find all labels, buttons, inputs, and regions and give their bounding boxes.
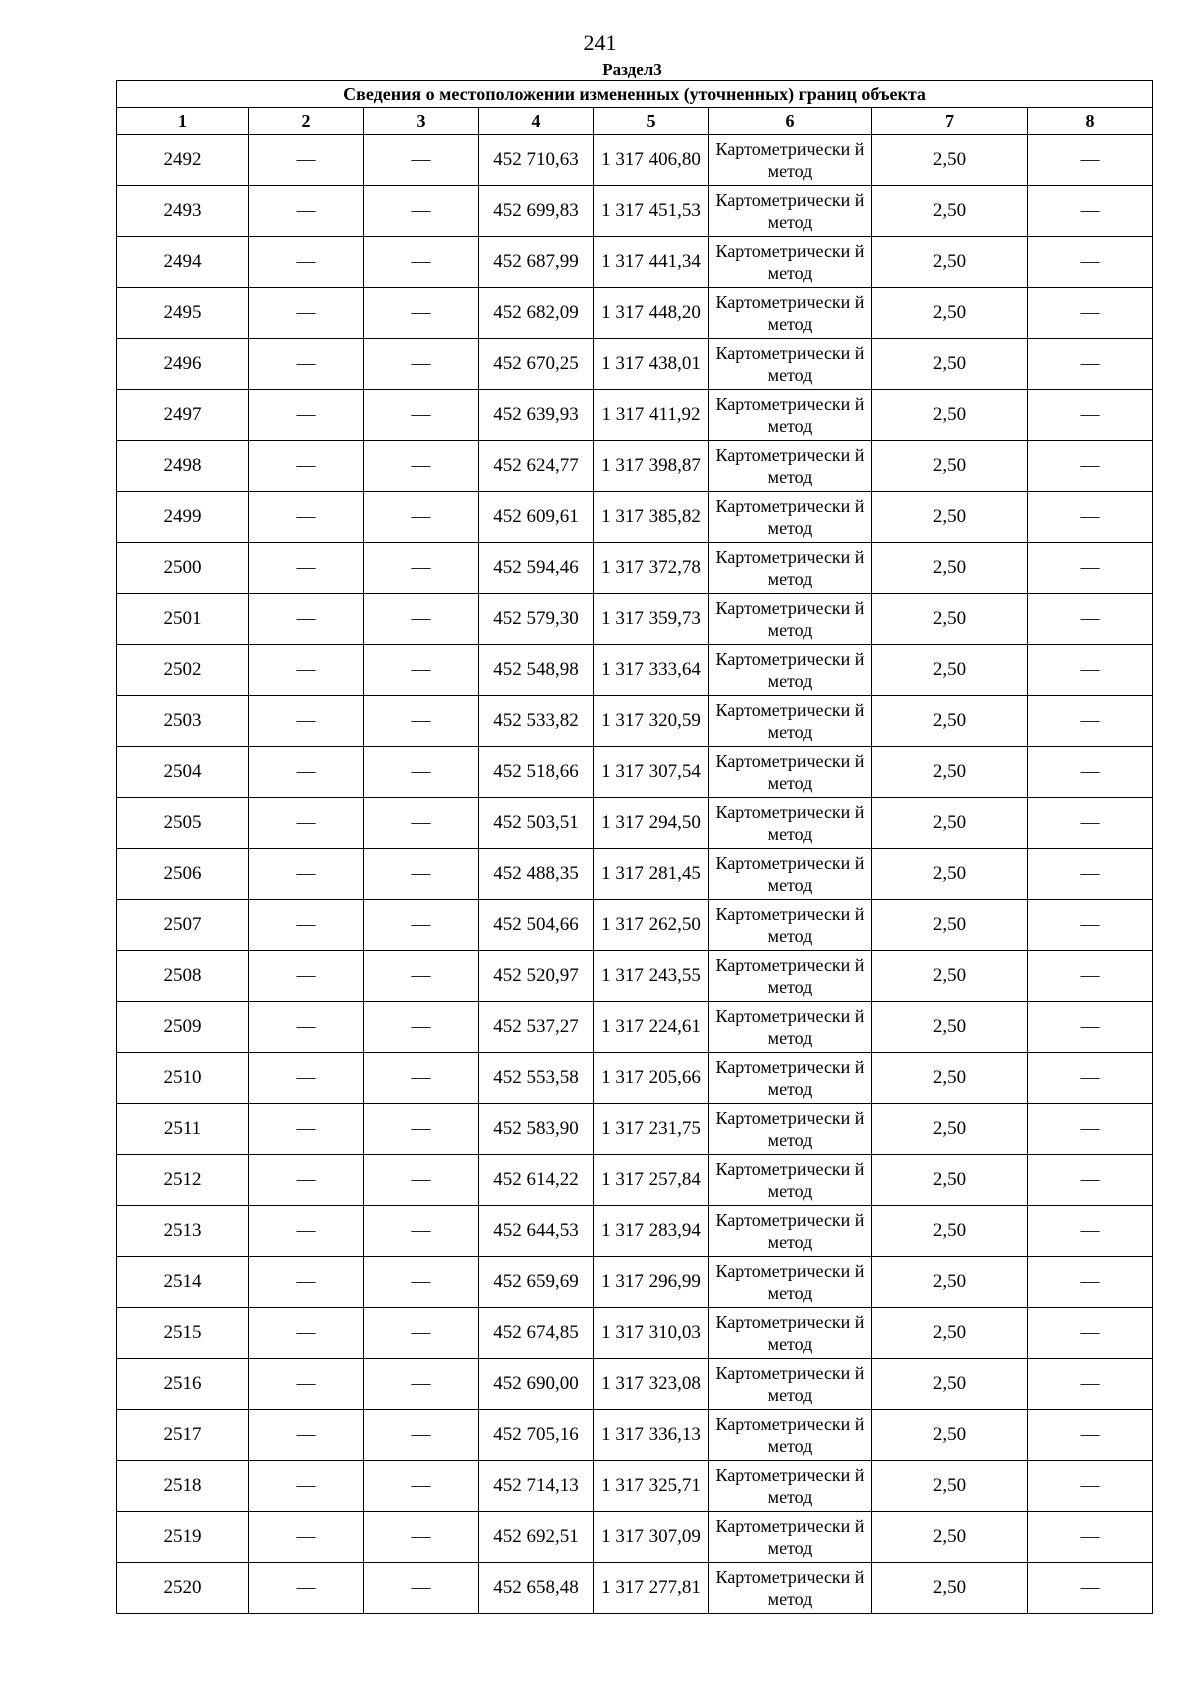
column-header-4: 4 (479, 108, 594, 135)
table-caption: Сведения о местоположении измененных (уточненных) границ объекта (117, 81, 1153, 108)
table-cell-col-5: 1 317 333,64 (594, 645, 709, 696)
table-cell-col-2: — (249, 492, 364, 543)
table-cell-col-1: 2499 (117, 492, 249, 543)
table-cell-col-6: Картометрически й метод (709, 849, 872, 900)
table-cell-col-4: 452 690,00 (479, 1359, 594, 1410)
table-cell-col-7: 2,50 (872, 492, 1028, 543)
table-cell-col-4: 452 520,97 (479, 951, 594, 1002)
table-cell-col-8: — (1028, 135, 1153, 186)
table-cell-col-6: Картометрически й метод (709, 492, 872, 543)
table-cell-col-8: — (1028, 1002, 1153, 1053)
table-cell-col-8: — (1028, 237, 1153, 288)
table-cell-col-6: Картометрически й метод (709, 696, 872, 747)
table-cell-col-5: 1 317 320,59 (594, 696, 709, 747)
table-cell-col-5: 1 317 296,99 (594, 1257, 709, 1308)
table-cell-col-7: 2,50 (872, 441, 1028, 492)
table-cell-col-6: Картометрически й метод (709, 237, 872, 288)
table-cell-col-6: Картометрически й метод (709, 186, 872, 237)
table-cell-col-1: 2494 (117, 237, 249, 288)
table-cell-col-4: 452 579,30 (479, 594, 594, 645)
table-cell-col-1: 2516 (117, 1359, 249, 1410)
table-cell-col-1: 2503 (117, 696, 249, 747)
table-cell-col-3: — (364, 645, 479, 696)
table-cell-col-7: 2,50 (872, 135, 1028, 186)
table-cell-col-4: 452 488,35 (479, 849, 594, 900)
table-cell-col-1: 2519 (117, 1512, 249, 1563)
table-cell-col-5: 1 317 262,50 (594, 900, 709, 951)
table-cell-col-1: 2508 (117, 951, 249, 1002)
table-cell-col-3: — (364, 1206, 479, 1257)
table-cell-col-5: 1 317 323,08 (594, 1359, 709, 1410)
table-cell-col-5: 1 317 411,92 (594, 390, 709, 441)
table-cell-col-5: 1 317 283,94 (594, 1206, 709, 1257)
table-cell-col-5: 1 317 325,71 (594, 1461, 709, 1512)
table-cell-col-6: Картометрически й метод (709, 390, 872, 441)
table-cell-col-2: — (249, 237, 364, 288)
table-cell-col-2: — (249, 1206, 364, 1257)
table-cell-col-2: — (249, 1563, 364, 1614)
table-cell-col-1: 2520 (117, 1563, 249, 1614)
table-cell-col-8: — (1028, 1512, 1153, 1563)
table-cell-col-1: 2498 (117, 441, 249, 492)
table-cell-col-5: 1 317 205,66 (594, 1053, 709, 1104)
table-cell-col-6: Картометрически й метод (709, 1563, 872, 1614)
table-cell-col-2: — (249, 798, 364, 849)
table-cell-col-2: — (249, 441, 364, 492)
table-cell-col-6: Картометрически й метод (709, 798, 872, 849)
table-cell-col-6: Картометрически й метод (709, 747, 872, 798)
table-cell-col-3: — (364, 1410, 479, 1461)
table-cell-col-1: 2500 (117, 543, 249, 594)
table-cell-col-8: — (1028, 186, 1153, 237)
table-cell-col-4: 452 553,58 (479, 1053, 594, 1104)
table-cell-col-8: — (1028, 1206, 1153, 1257)
table-cell-col-8: — (1028, 492, 1153, 543)
boundary-coordinates-table (116, 80, 1153, 1614)
table-cell-col-7: 2,50 (872, 747, 1028, 798)
table-cell-col-1: 2510 (117, 1053, 249, 1104)
table-cell-col-4: 452 639,93 (479, 390, 594, 441)
table-cell-col-8: — (1028, 900, 1153, 951)
table-row (117, 594, 1153, 645)
table-row (117, 186, 1153, 237)
table-cell-col-2: — (249, 1308, 364, 1359)
table-cell-col-7: 2,50 (872, 339, 1028, 390)
table-cell-col-4: 452 609,61 (479, 492, 594, 543)
table-cell-col-4: 452 533,82 (479, 696, 594, 747)
table-cell-col-3: — (364, 1155, 479, 1206)
table-cell-col-7: 2,50 (872, 951, 1028, 1002)
table-cell-col-5: 1 317 398,87 (594, 441, 709, 492)
table-cell-col-2: — (249, 543, 364, 594)
table-row (117, 1053, 1153, 1104)
table-body (117, 135, 1153, 1614)
table-cell-col-2: — (249, 1053, 364, 1104)
table-cell-col-6: Картометрически й метод (709, 594, 872, 645)
column-header-5: 5 (594, 108, 709, 135)
table-cell-col-4: 452 714,13 (479, 1461, 594, 1512)
table-cell-col-6: Картометрически й метод (709, 1308, 872, 1359)
table-cell-col-5: 1 317 231,75 (594, 1104, 709, 1155)
table-cell-col-5: 1 317 307,54 (594, 747, 709, 798)
table-cell-col-4: 452 594,46 (479, 543, 594, 594)
table-row (117, 1512, 1153, 1563)
table-row (117, 339, 1153, 390)
table-row (117, 237, 1153, 288)
table-cell-col-6: Картометрически й метод (709, 951, 872, 1002)
table-cell-col-7: 2,50 (872, 1461, 1028, 1512)
table-cell-col-3: — (364, 1461, 479, 1512)
table-cell-col-3: — (364, 951, 479, 1002)
table-cell-col-7: 2,50 (872, 1053, 1028, 1104)
table-row (117, 288, 1153, 339)
table-cell-col-6: Картометрически й метод (709, 1461, 872, 1512)
table-cell-col-1: 2511 (117, 1104, 249, 1155)
table-cell-col-5: 1 317 406,80 (594, 135, 709, 186)
table-cell-col-5: 1 317 441,34 (594, 237, 709, 288)
table-cell-col-6: Картометрически й метод (709, 1002, 872, 1053)
table-cell-col-6: Картометрически й метод (709, 1410, 872, 1461)
table-cell-col-1: 2512 (117, 1155, 249, 1206)
table-cell-col-8: — (1028, 798, 1153, 849)
table-cell-col-8: — (1028, 288, 1153, 339)
table-cell-col-5: 1 317 310,03 (594, 1308, 709, 1359)
table-cell-col-8: — (1028, 594, 1153, 645)
table-cell-col-3: — (364, 288, 479, 339)
table-cell-col-7: 2,50 (872, 1206, 1028, 1257)
table-cell-col-4: 452 624,77 (479, 441, 594, 492)
table-row (117, 1257, 1153, 1308)
table-cell-col-3: — (364, 1512, 479, 1563)
table-cell-col-4: 452 503,51 (479, 798, 594, 849)
table-cell-col-8: — (1028, 543, 1153, 594)
table-cell-col-4: 452 692,51 (479, 1512, 594, 1563)
table-row (117, 1104, 1153, 1155)
table-cell-col-4: 452 537,27 (479, 1002, 594, 1053)
table-cell-col-3: — (364, 543, 479, 594)
table-cell-col-3: — (364, 1359, 479, 1410)
table-cell-col-6: Картометрически й метод (709, 1257, 872, 1308)
table-cell-col-1: 2497 (117, 390, 249, 441)
table-row (117, 951, 1153, 1002)
table-row (117, 543, 1153, 594)
table-cell-col-8: — (1028, 390, 1153, 441)
table-cell-col-5: 1 317 448,20 (594, 288, 709, 339)
column-header-2: 2 (249, 108, 364, 135)
table-cell-col-1: 2501 (117, 594, 249, 645)
table-cell-col-4: 452 687,99 (479, 237, 594, 288)
table-cell-col-4: 452 644,53 (479, 1206, 594, 1257)
table-cell-col-6: Картометрически й метод (709, 288, 872, 339)
table-cell-col-1: 2502 (117, 645, 249, 696)
table-cell-col-1: 2504 (117, 747, 249, 798)
table-cell-col-2: — (249, 951, 364, 1002)
table-cell-col-3: — (364, 492, 479, 543)
section-title: Раздел3 (602, 60, 662, 79)
table-cell-col-5: 1 317 294,50 (594, 798, 709, 849)
table-cell-col-3: — (364, 1104, 479, 1155)
table-cell-col-5: 1 317 385,82 (594, 492, 709, 543)
table-cell-col-1: 2492 (117, 135, 249, 186)
table-cell-col-7: 2,50 (872, 1359, 1028, 1410)
table-cell-col-7: 2,50 (872, 849, 1028, 900)
table-cell-col-6: Картометрически й метод (709, 543, 872, 594)
table-cell-col-4: 452 699,83 (479, 186, 594, 237)
table-cell-col-1: 2509 (117, 1002, 249, 1053)
column-header-8: 8 (1028, 108, 1153, 135)
table-cell-col-4: 452 682,09 (479, 288, 594, 339)
table-cell-col-7: 2,50 (872, 1104, 1028, 1155)
table-cell-col-8: — (1028, 951, 1153, 1002)
table-cell-col-5: 1 317 307,09 (594, 1512, 709, 1563)
table-cell-col-7: 2,50 (872, 1410, 1028, 1461)
table-cell-col-7: 2,50 (872, 1563, 1028, 1614)
table-cell-col-4: 452 674,85 (479, 1308, 594, 1359)
table-cell-col-3: — (364, 1002, 479, 1053)
table-row (117, 747, 1153, 798)
table-cell-col-4: 452 614,22 (479, 1155, 594, 1206)
table-cell-col-2: — (249, 1002, 364, 1053)
table-cell-col-5: 1 317 372,78 (594, 543, 709, 594)
table-cell-col-4: 452 705,16 (479, 1410, 594, 1461)
table-row (117, 696, 1153, 747)
table-cell-col-6: Картометрически й метод (709, 1104, 872, 1155)
table-cell-col-2: — (249, 135, 364, 186)
table-row (117, 135, 1153, 186)
table-cell-col-6: Картометрически й метод (709, 441, 872, 492)
table-cell-col-1: 2496 (117, 339, 249, 390)
table-row (117, 1002, 1153, 1053)
table-row (117, 1461, 1153, 1512)
column-header-7: 7 (872, 108, 1028, 135)
table-cell-col-7: 2,50 (872, 390, 1028, 441)
table-row (117, 1155, 1153, 1206)
page-number: 241 (583, 30, 617, 55)
table-cell-col-8: — (1028, 1359, 1153, 1410)
table-cell-col-3: — (364, 1308, 479, 1359)
table-cell-col-4: 452 658,48 (479, 1563, 594, 1614)
table-cell-col-8: — (1028, 441, 1153, 492)
table-cell-col-1: 2517 (117, 1410, 249, 1461)
table-cell-col-4: 452 518,66 (479, 747, 594, 798)
table-cell-col-4: 452 504,66 (479, 900, 594, 951)
table-cell-col-4: 452 548,98 (479, 645, 594, 696)
table-cell-col-5: 1 317 281,45 (594, 849, 709, 900)
table-cell-col-8: — (1028, 1257, 1153, 1308)
table-row (117, 1563, 1153, 1614)
table-header-row (117, 108, 1153, 135)
table-row (117, 492, 1153, 543)
column-header-3: 3 (364, 108, 479, 135)
table-cell-col-3: — (364, 1563, 479, 1614)
table-cell-col-6: Картометрически й метод (709, 645, 872, 696)
table-cell-col-8: — (1028, 1308, 1153, 1359)
table-row (117, 1359, 1153, 1410)
table-cell-col-7: 2,50 (872, 645, 1028, 696)
table-cell-col-2: — (249, 696, 364, 747)
table-cell-col-4: 452 670,25 (479, 339, 594, 390)
table-cell-col-7: 2,50 (872, 186, 1028, 237)
table-cell-col-3: — (364, 390, 479, 441)
table-cell-col-2: — (249, 1359, 364, 1410)
table-cell-col-3: — (364, 135, 479, 186)
table-cell-col-6: Картометрически й метод (709, 1206, 872, 1257)
table-cell-col-6: Картометрически й метод (709, 339, 872, 390)
table-row (117, 900, 1153, 951)
table-row (117, 390, 1153, 441)
table-cell-col-3: — (364, 237, 479, 288)
table-cell-col-8: — (1028, 747, 1153, 798)
table-cell-col-5: 1 317 359,73 (594, 594, 709, 645)
table-cell-col-1: 2513 (117, 1206, 249, 1257)
table-cell-col-2: — (249, 1104, 364, 1155)
table-cell-col-8: — (1028, 1563, 1153, 1614)
table-row (117, 645, 1153, 696)
table-cell-col-2: — (249, 645, 364, 696)
table-cell-col-7: 2,50 (872, 237, 1028, 288)
table-cell-col-2: — (249, 1512, 364, 1563)
table-cell-col-2: — (249, 390, 364, 441)
table-cell-col-1: 2515 (117, 1308, 249, 1359)
table-cell-col-2: — (249, 186, 364, 237)
table-cell-col-7: 2,50 (872, 1155, 1028, 1206)
table-cell-col-5: 1 317 336,13 (594, 1410, 709, 1461)
table-cell-col-6: Картометрически й метод (709, 135, 872, 186)
table-cell-col-5: 1 317 451,53 (594, 186, 709, 237)
table-cell-col-3: — (364, 186, 479, 237)
table-cell-col-2: — (249, 1410, 364, 1461)
table-cell-col-3: — (364, 747, 479, 798)
table-cell-col-4: 452 583,90 (479, 1104, 594, 1155)
table-cell-col-4: 452 710,63 (479, 135, 594, 186)
table-cell-col-1: 2507 (117, 900, 249, 951)
table-cell-col-2: — (249, 849, 364, 900)
table-cell-col-7: 2,50 (872, 594, 1028, 645)
table-cell-col-2: — (249, 900, 364, 951)
table-cell-col-8: — (1028, 1104, 1153, 1155)
table-row (117, 1206, 1153, 1257)
table-cell-col-7: 2,50 (872, 798, 1028, 849)
table-cell-col-8: — (1028, 339, 1153, 390)
table-cell-col-5: 1 317 243,55 (594, 951, 709, 1002)
table-cell-col-6: Картометрически й метод (709, 1359, 872, 1410)
table-cell-col-3: — (364, 1257, 479, 1308)
table-cell-col-8: — (1028, 696, 1153, 747)
table-cell-col-8: — (1028, 1053, 1153, 1104)
table-cell-col-5: 1 317 257,84 (594, 1155, 709, 1206)
table-cell-col-8: — (1028, 1461, 1153, 1512)
table-row (117, 798, 1153, 849)
table-cell-col-2: — (249, 594, 364, 645)
table-cell-col-7: 2,50 (872, 1512, 1028, 1563)
table-cell-col-5: 1 317 277,81 (594, 1563, 709, 1614)
table-cell-col-7: 2,50 (872, 696, 1028, 747)
table-cell-col-2: — (249, 339, 364, 390)
table-cell-col-3: — (364, 849, 479, 900)
table-row (117, 1308, 1153, 1359)
table-cell-col-7: 2,50 (872, 543, 1028, 594)
table-cell-col-1: 2493 (117, 186, 249, 237)
table-caption-row (117, 81, 1153, 108)
table-cell-col-3: — (364, 339, 479, 390)
table-cell-col-5: 1 317 438,01 (594, 339, 709, 390)
table-cell-col-6: Картометрически й метод (709, 900, 872, 951)
table-cell-col-7: 2,50 (872, 1308, 1028, 1359)
table-cell-col-4: 452 659,69 (479, 1257, 594, 1308)
table-cell-col-1: 2506 (117, 849, 249, 900)
table-cell-col-6: Картометрически й метод (709, 1512, 872, 1563)
table-cell-col-2: — (249, 1257, 364, 1308)
table-cell-col-3: — (364, 441, 479, 492)
table-cell-col-6: Картометрически й метод (709, 1155, 872, 1206)
table-cell-col-7: 2,50 (872, 900, 1028, 951)
table-cell-col-1: 2505 (117, 798, 249, 849)
column-header-6: 6 (709, 108, 872, 135)
table-cell-col-3: — (364, 594, 479, 645)
table-row (117, 849, 1153, 900)
table-cell-col-1: 2495 (117, 288, 249, 339)
table-cell-col-6: Картометрически й метод (709, 1053, 872, 1104)
table-cell-col-1: 2518 (117, 1461, 249, 1512)
table-cell-col-3: — (364, 1053, 479, 1104)
table-row (117, 1410, 1153, 1461)
table-cell-col-7: 2,50 (872, 1002, 1028, 1053)
table-cell-col-2: — (249, 1155, 364, 1206)
table-cell-col-8: — (1028, 1410, 1153, 1461)
table-cell-col-8: — (1028, 645, 1153, 696)
table-cell-col-5: 1 317 224,61 (594, 1002, 709, 1053)
table-cell-col-1: 2514 (117, 1257, 249, 1308)
table-cell-col-2: — (249, 288, 364, 339)
table-cell-col-3: — (364, 900, 479, 951)
table-cell-col-7: 2,50 (872, 1257, 1028, 1308)
table-cell-col-8: — (1028, 1155, 1153, 1206)
table-cell-col-3: — (364, 798, 479, 849)
table-row (117, 441, 1153, 492)
table-cell-col-7: 2,50 (872, 288, 1028, 339)
table-cell-col-2: — (249, 747, 364, 798)
column-header-1: 1 (117, 108, 249, 135)
table-cell-col-2: — (249, 1461, 364, 1512)
table-cell-col-3: — (364, 696, 479, 747)
table-cell-col-8: — (1028, 849, 1153, 900)
